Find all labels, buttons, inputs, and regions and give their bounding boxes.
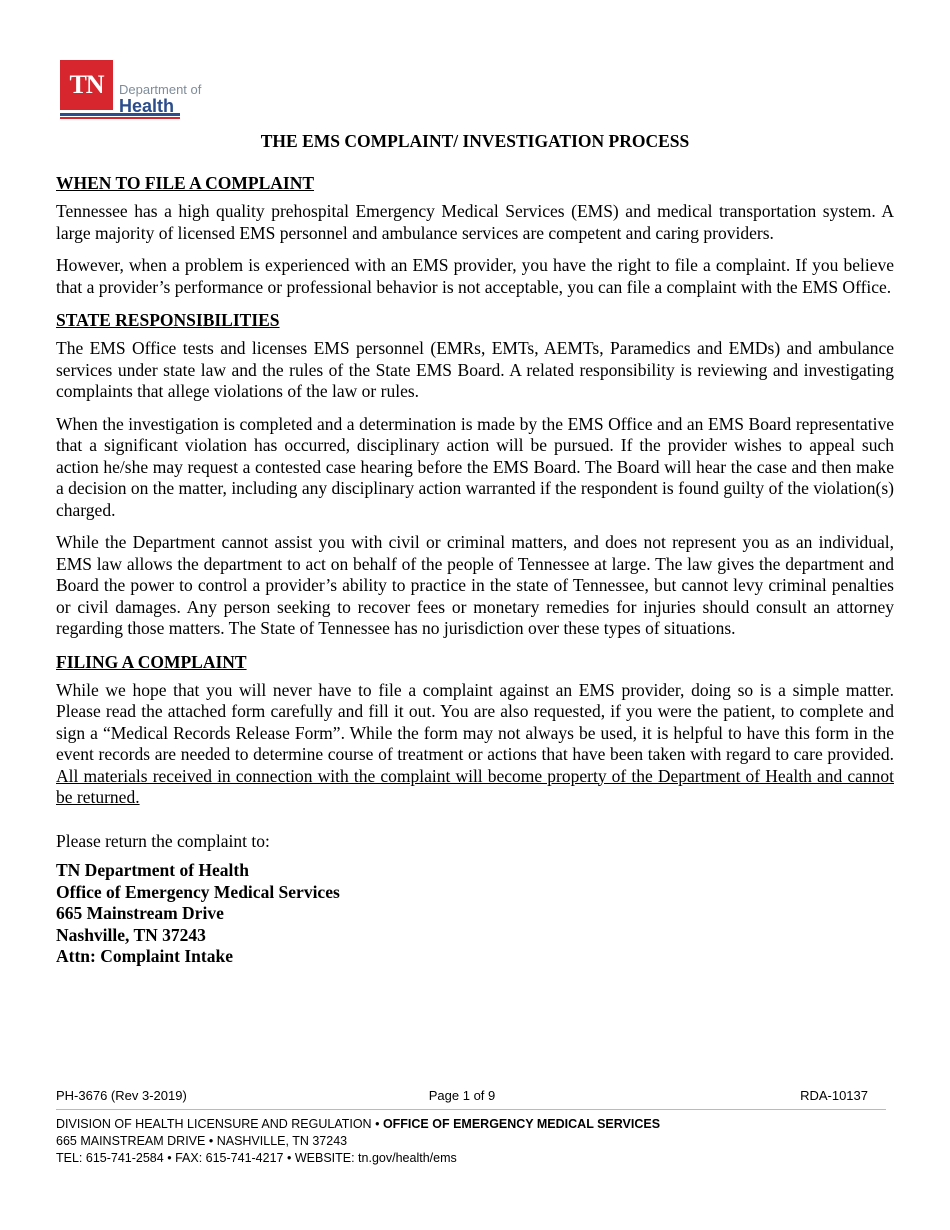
address-line: 665 Mainstream Drive [56,903,224,923]
paragraph-state-2: When the investigation is completed and a determination is made by the EMS Office and an EMS Board representative that a significant violation has occurred, disciplinary action will be pursued. If the provider wishes to appeal such action he/she may request a contested case hearing before the EMS Board. The Board will hear the case and then make a decision on the matter, including any disciplinary action warranted if the respondent is found guilty of the violation(s) charged. [56,413,894,520]
footer-fax: FAX: 615-741-4217 [175,1151,284,1165]
address-line: Nashville, TN 37243 [56,924,206,945]
heading-state-responsibilities: STATE RESPONSIBILITIES [56,310,280,330]
footer-meta-row [56,1088,868,1106]
footer-website: WEBSITE: tn.gov/health/ems [294,1151,457,1165]
paragraph-when-1: Tennessee has a high quality prehospital Emergency Medical Services (EMS) and medical transportation system. A large majority of licensed EMS personnel and ambulance services are competent and caring providers. [56,201,894,243]
footer-rda-number: RDA-10137 [800,1088,868,1103]
paragraph-filing-underlined-notice: All materials received in connection with the complaint will become property of the Department of Health and cannot be returned. [56,765,894,807]
heading-filing-a-complaint: FILING A COMPLAINT [56,651,247,672]
document-title: THE EMS COMPLAINT/ INVESTIGATION PROCESS [260,131,690,151]
address-line: Office of Emergency Medical Services [56,881,340,902]
footer-division-line [56,1116,660,1133]
footer-divider [56,1109,886,1110]
logo-tn-mark: TN [60,60,113,110]
heading-when-to-file: WHEN TO FILE A COMPLAINT [56,173,315,193]
address-line: Attn: Complaint Intake [56,946,233,966]
footer-tel: TEL: 615-741-2584 [56,1151,164,1165]
return-instruction: Please return the complaint to: [56,830,270,851]
tn-health-logo [60,60,210,122]
logo-red-bar [60,117,180,119]
paragraph-state-3: While the Department cannot assist you with civil or criminal matters, and does not represent you as an individual, EMS law allows the department to act on behalf of the people of Tennessee at large. The law gives the department and Board the power to control a provider’s ability to practice in the state of Tennessee, but cannot levy criminal penalties or civil damages. Any person seeking to recover fees or monetary remedies for injuries should consult an attorney regarding those matters. The State of Tennessee has no jurisdiction over these types of situations. [56,532,894,638]
document-body [56,130,894,968]
bullet-separator: • [167,1151,172,1165]
footer-street: 665 MAINSTREAM DRIVE [56,1134,206,1148]
bullet-separator: • [375,1117,380,1131]
bullet-separator: • [286,1151,292,1165]
mailing-address [56,860,894,968]
footer-office: OFFICE OF EMERGENCY MEDICAL SERVICES [382,1117,661,1131]
footer-street-line [56,1133,660,1150]
paragraph-filing-1 [56,680,894,809]
bullet-separator: • [208,1134,214,1148]
address-line: TN Department of Health [56,860,249,880]
logo-department-text: Department of [119,82,202,97]
footer-division: DIVISION OF HEALTH LICENSURE AND REGULATION [56,1117,372,1131]
paragraph-state-1: The EMS Office tests and licenses EMS personnel (EMRs, EMTs, AEMTs, Paramedics and EMDs) and ambulance services under state law and the rules of the State EMS Board. A related responsibility is reviewing and investigating complaints that allege violations of the law or rules. [56,338,894,401]
paragraph-filing-text: While we hope that you will never have to file a complaint against an EMS provider, doing so is a simple matter. Please read the attached form carefully and fill it out. You are also requested, if you were the patient, to complete and sign a “Medical Records Release Form”. While the form may not always be used, it is helpful to have this form in the event records are needed to determine course of treatment or actions that have been taken with regard to care provided. [56,679,894,764]
paragraph-when-2: However, when a problem is experienced with an EMS provider, you have the right to file a complaint. If you believe that a provider’s performance or professional behavior is not acceptable, you can file a complaint with the EMS Office. [56,255,894,297]
footer-page-number: Page 1 of 9 [428,1088,496,1103]
logo-health-text: Health [119,96,175,116]
footer-address-block [56,1116,660,1167]
footer-city: NASHVILLE, TN 37243 [216,1134,348,1148]
footer-form-number: PH-3676 (Rev 3-2019) [56,1088,187,1103]
footer-contact-line [56,1150,660,1167]
